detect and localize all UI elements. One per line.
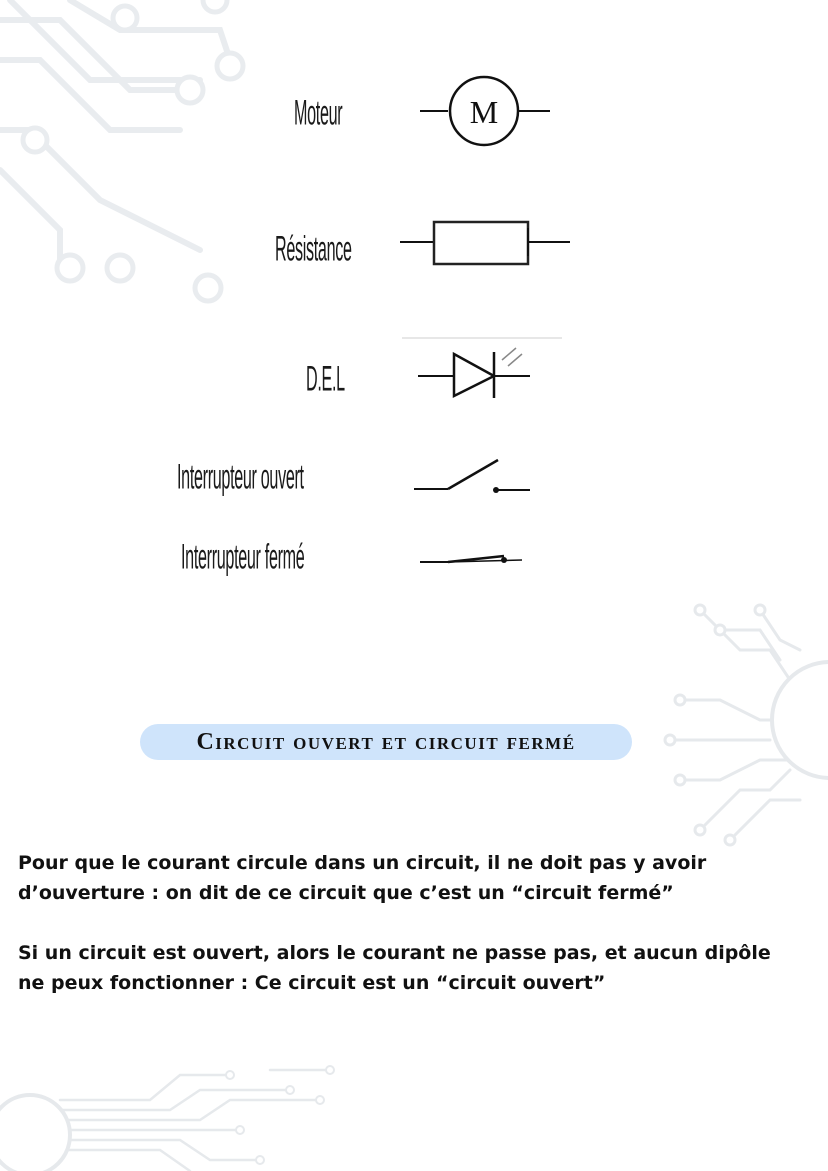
- circuit-decoration-right-icon: [660, 590, 828, 850]
- closed-switch-label: Interrupteur fermé: [181, 536, 305, 577]
- paragraph-line: Si un circuit est ouvert, alors le courant ne passe pas, et aucun dipôle: [18, 942, 771, 964]
- motor-letter: M: [469, 94, 499, 130]
- paragraph-line: d’ouverture : on dit de ce circuit que c’est un “circuit fermé”: [18, 882, 674, 904]
- paragraph-line: Pour que le courant circule dans un circuit, il ne doit pas y avoir: [18, 852, 707, 874]
- motor-symbol-icon: [418, 72, 552, 150]
- paragraph-closed-circuit: [18, 848, 808, 908]
- paragraph-line: ne peux fonctionner : Ce circuit est un “circuit ouvert”: [18, 972, 606, 994]
- circuit-decoration-top-left-icon: [0, 0, 260, 320]
- closed-switch-symbol-icon: [418, 548, 526, 572]
- resistance-label: Résistance: [275, 228, 352, 269]
- circuit-decoration-bottom-left-icon: [0, 1060, 340, 1171]
- section-title: Circuit ouvert et circuit fermé: [140, 724, 632, 760]
- open-switch-label: Interrupteur ouvert: [177, 456, 304, 497]
- led-symbol-icon: [402, 336, 564, 402]
- resistor-symbol-icon: [398, 218, 572, 270]
- motor-label: Moteur: [294, 92, 343, 133]
- open-switch-symbol-icon: [412, 454, 532, 498]
- led-label: D.E.L: [306, 358, 345, 399]
- paragraph-open-circuit: [18, 938, 808, 998]
